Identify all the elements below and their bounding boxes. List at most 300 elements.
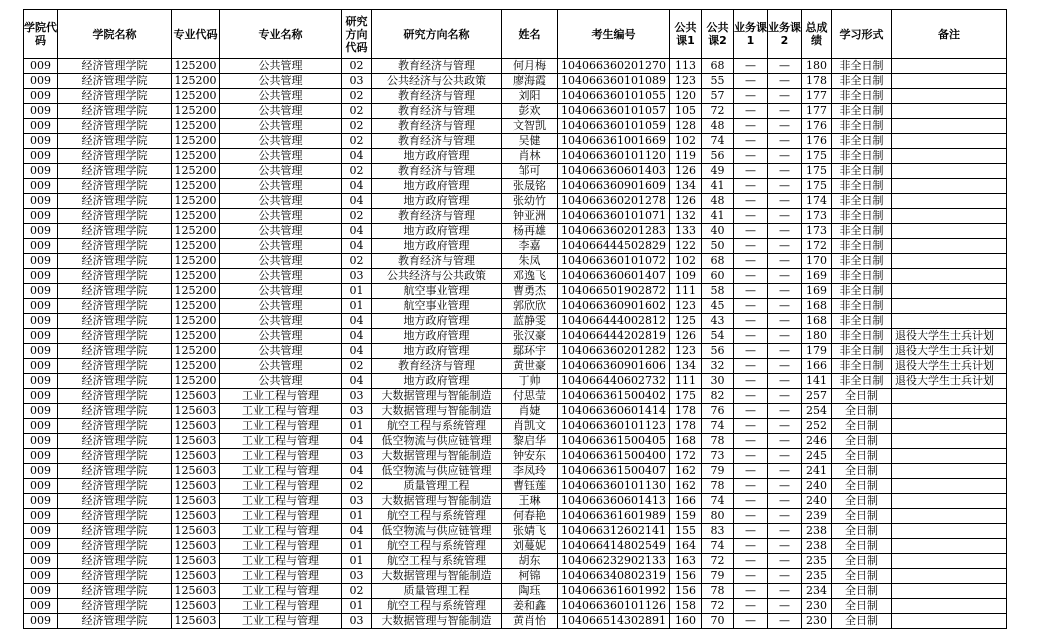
cell-college-name: 经济管理学院 — [58, 509, 172, 524]
cell-student-name: 李嘉 — [502, 239, 558, 254]
cell-college-code: 009 — [24, 389, 58, 404]
cell-college-code: 009 — [24, 89, 58, 104]
cell-major-code: 125603 — [172, 509, 220, 524]
cell-student-name: 郭欣欣 — [502, 299, 558, 314]
table-row — [24, 584, 1007, 599]
cell-student-name: 黄世豪 — [502, 359, 558, 374]
cell-study-mode: 非全日制 — [832, 239, 892, 254]
cell-college-code: 009 — [24, 359, 58, 374]
cell-direction-code: 04 — [342, 374, 372, 389]
cell-study-mode: 非全日制 — [832, 269, 892, 284]
cell-study-mode: 非全日制 — [832, 344, 892, 359]
cell-subject-course-1: — — [734, 59, 768, 74]
cell-subject-course-1: — — [734, 464, 768, 479]
cell-major-code: 125200 — [172, 284, 220, 299]
cell-college-name: 经济管理学院 — [58, 239, 172, 254]
cell-public-course-1: 163 — [670, 554, 702, 569]
cell-major-code: 125200 — [172, 164, 220, 179]
cell-subject-course-1: — — [734, 614, 768, 629]
cell-major-name: 公共管理 — [220, 89, 342, 104]
cell-college-name: 经济管理学院 — [58, 614, 172, 629]
cell-direction-name: 航空工程与系统管理 — [372, 554, 502, 569]
cell-candidate-id: 104066360901602 — [558, 299, 670, 314]
cell-subject-course-2: — — [768, 284, 802, 299]
cell-public-course-1: 159 — [670, 509, 702, 524]
cell-direction-code: 04 — [342, 344, 372, 359]
cell-student-name: 彭欢 — [502, 104, 558, 119]
cell-remarks — [892, 299, 1007, 314]
cell-study-mode: 非全日制 — [832, 89, 892, 104]
cell-candidate-id: 104066414802549 — [558, 539, 670, 554]
cell-college-code: 009 — [24, 149, 58, 164]
cell-public-course-2: 48 — [702, 194, 734, 209]
header-college-name: 学院名称 — [58, 10, 172, 59]
cell-remarks — [892, 509, 1007, 524]
cell-subject-course-2: — — [768, 104, 802, 119]
cell-subject-course-2: — — [768, 164, 802, 179]
cell-public-course-2: 30 — [702, 374, 734, 389]
cell-student-name: 李凤玲 — [502, 464, 558, 479]
cell-student-name: 黎启华 — [502, 434, 558, 449]
cell-direction-code: 02 — [342, 89, 372, 104]
cell-college-code: 009 — [24, 554, 58, 569]
cell-total-score: 175 — [802, 164, 832, 179]
cell-student-name: 文智凯 — [502, 119, 558, 134]
table-row — [24, 134, 1007, 149]
cell-public-course-2: 56 — [702, 149, 734, 164]
table-row — [24, 554, 1007, 569]
table-row — [24, 104, 1007, 119]
cell-candidate-id: 104066232902133 — [558, 554, 670, 569]
cell-candidate-id: 104066360201270 — [558, 59, 670, 74]
cell-subject-course-1: — — [734, 404, 768, 419]
cell-candidate-id: 104066514302891 — [558, 614, 670, 629]
cell-total-score: 170 — [802, 254, 832, 269]
table-row — [24, 59, 1007, 74]
cell-total-score: 180 — [802, 59, 832, 74]
cell-remarks — [892, 224, 1007, 239]
cell-subject-course-1: — — [734, 284, 768, 299]
cell-public-course-1: 166 — [670, 494, 702, 509]
cell-candidate-id: 104066361500405 — [558, 434, 670, 449]
cell-direction-name: 航空工程与系统管理 — [372, 599, 502, 614]
table-row — [24, 359, 1007, 374]
cell-major-code: 125603 — [172, 524, 220, 539]
table-row — [24, 479, 1007, 494]
cell-subject-course-2: — — [768, 134, 802, 149]
cell-subject-course-2: — — [768, 554, 802, 569]
cell-direction-code: 04 — [342, 329, 372, 344]
cell-major-code: 125200 — [172, 89, 220, 104]
cell-direction-code: 04 — [342, 179, 372, 194]
cell-remarks — [892, 464, 1007, 479]
cell-direction-code: 04 — [342, 434, 372, 449]
cell-college-name: 经济管理学院 — [58, 494, 172, 509]
cell-total-score: 176 — [802, 134, 832, 149]
cell-direction-name: 大数据管理与智能制造 — [372, 389, 502, 404]
cell-major-code: 125200 — [172, 104, 220, 119]
cell-college-name: 经济管理学院 — [58, 539, 172, 554]
cell-student-name: 钟亚洲 — [502, 209, 558, 224]
cell-public-course-2: 32 — [702, 359, 734, 374]
cell-study-mode: 全日制 — [832, 554, 892, 569]
cell-study-mode: 非全日制 — [832, 179, 892, 194]
cell-direction-name: 大数据管理与智能制造 — [372, 404, 502, 419]
cell-total-score: 175 — [802, 179, 832, 194]
cell-student-name: 张幼竹 — [502, 194, 558, 209]
cell-direction-code: 03 — [342, 269, 372, 284]
cell-candidate-id: 104066360601407 — [558, 269, 670, 284]
cell-direction-name: 质量管理工程 — [372, 584, 502, 599]
cell-college-name: 经济管理学院 — [58, 59, 172, 74]
header-student-name: 姓名 — [502, 10, 558, 59]
cell-major-name: 工业工程与管理 — [220, 479, 342, 494]
cell-major-name: 公共管理 — [220, 224, 342, 239]
cell-public-course-2: 79 — [702, 569, 734, 584]
cell-major-name: 工业工程与管理 — [220, 614, 342, 629]
cell-public-course-1: 119 — [670, 149, 702, 164]
cell-remarks — [892, 89, 1007, 104]
cell-major-code: 125200 — [172, 59, 220, 74]
cell-student-name: 肖婕 — [502, 404, 558, 419]
cell-public-course-1: 109 — [670, 269, 702, 284]
cell-major-code: 125200 — [172, 134, 220, 149]
cell-public-course-2: 79 — [702, 464, 734, 479]
cell-direction-name: 地方政府管理 — [372, 194, 502, 209]
cell-total-score: 179 — [802, 344, 832, 359]
cell-direction-code: 03 — [342, 569, 372, 584]
cell-total-score: 176 — [802, 119, 832, 134]
cell-public-course-2: 41 — [702, 209, 734, 224]
cell-direction-name: 公共经济与公共政策 — [372, 74, 502, 89]
cell-remarks: 退役大学生士兵计划 — [892, 344, 1007, 359]
cell-college-code: 009 — [24, 269, 58, 284]
cell-college-code: 009 — [24, 209, 58, 224]
admission-score-table — [23, 9, 1007, 629]
cell-remarks — [892, 539, 1007, 554]
cell-student-name: 姜和鑫 — [502, 599, 558, 614]
cell-public-course-1: 111 — [670, 284, 702, 299]
cell-subject-course-1: — — [734, 479, 768, 494]
cell-total-score: 230 — [802, 614, 832, 629]
cell-total-score: 177 — [802, 104, 832, 119]
cell-major-name: 公共管理 — [220, 284, 342, 299]
cell-major-code: 125603 — [172, 494, 220, 509]
table-row — [24, 194, 1007, 209]
cell-subject-course-1: — — [734, 254, 768, 269]
cell-major-name: 公共管理 — [220, 149, 342, 164]
cell-subject-course-1: — — [734, 179, 768, 194]
cell-remarks — [892, 119, 1007, 134]
cell-direction-name: 地方政府管理 — [372, 374, 502, 389]
cell-public-course-2: 72 — [702, 599, 734, 614]
table-row — [24, 344, 1007, 359]
cell-remarks — [892, 179, 1007, 194]
table-row — [24, 239, 1007, 254]
cell-remarks — [892, 494, 1007, 509]
cell-remarks — [892, 104, 1007, 119]
cell-college-code: 009 — [24, 524, 58, 539]
cell-major-code: 125603 — [172, 389, 220, 404]
cell-subject-course-1: — — [734, 509, 768, 524]
cell-subject-course-1: — — [734, 329, 768, 344]
cell-college-name: 经济管理学院 — [58, 434, 172, 449]
cell-public-course-2: 80 — [702, 509, 734, 524]
table-body — [24, 59, 1007, 629]
cell-total-score: 235 — [802, 554, 832, 569]
cell-subject-course-1: — — [734, 344, 768, 359]
cell-major-name: 公共管理 — [220, 179, 342, 194]
table-row — [24, 374, 1007, 389]
header-subject-course-2: 业务课2 — [768, 10, 802, 59]
cell-subject-course-2: — — [768, 179, 802, 194]
cell-major-name: 工业工程与管理 — [220, 404, 342, 419]
header-major-code: 专业代码 — [172, 10, 220, 59]
cell-total-score: 257 — [802, 389, 832, 404]
cell-student-name: 曹勇杰 — [502, 284, 558, 299]
cell-study-mode: 全日制 — [832, 599, 892, 614]
cell-public-course-1: 105 — [670, 104, 702, 119]
cell-public-course-1: 178 — [670, 404, 702, 419]
cell-public-course-1: 126 — [670, 329, 702, 344]
table-row — [24, 149, 1007, 164]
cell-student-name: 陶珏 — [502, 584, 558, 599]
cell-total-score: 169 — [802, 269, 832, 284]
cell-student-name: 何月梅 — [502, 59, 558, 74]
cell-student-name: 吴健 — [502, 134, 558, 149]
cell-college-code: 009 — [24, 164, 58, 179]
cell-subject-course-2: — — [768, 494, 802, 509]
cell-major-code: 125603 — [172, 449, 220, 464]
cell-subject-course-1: — — [734, 569, 768, 584]
table-row — [24, 539, 1007, 554]
cell-subject-course-1: — — [734, 74, 768, 89]
cell-candidate-id: 104066312602141 — [558, 524, 670, 539]
cell-subject-course-1: — — [734, 134, 768, 149]
cell-direction-name: 地方政府管理 — [372, 314, 502, 329]
cell-college-name: 经济管理学院 — [58, 149, 172, 164]
cell-direction-code: 02 — [342, 164, 372, 179]
header-total-score: 总成绩 — [802, 10, 832, 59]
cell-remarks — [892, 599, 1007, 614]
cell-study-mode: 全日制 — [832, 434, 892, 449]
cell-student-name: 肖林 — [502, 149, 558, 164]
cell-subject-course-1: — — [734, 269, 768, 284]
cell-remarks: 退役大学生士兵计划 — [892, 374, 1007, 389]
cell-direction-name: 大数据管理与智能制造 — [372, 494, 502, 509]
cell-major-name: 工业工程与管理 — [220, 449, 342, 464]
cell-public-course-1: 132 — [670, 209, 702, 224]
cell-subject-course-2: — — [768, 359, 802, 374]
cell-public-course-2: 58 — [702, 284, 734, 299]
cell-major-code: 125200 — [172, 269, 220, 284]
cell-subject-course-2: — — [768, 524, 802, 539]
cell-total-score: 241 — [802, 464, 832, 479]
cell-college-code: 009 — [24, 614, 58, 629]
cell-public-course-1: 125 — [670, 314, 702, 329]
cell-direction-code: 03 — [342, 74, 372, 89]
cell-major-name: 公共管理 — [220, 194, 342, 209]
cell-public-course-2: 73 — [702, 449, 734, 464]
cell-direction-name: 教育经济与管理 — [372, 209, 502, 224]
cell-college-code: 009 — [24, 599, 58, 614]
cell-public-course-2: 57 — [702, 89, 734, 104]
cell-direction-code: 03 — [342, 389, 372, 404]
cell-public-course-2: 54 — [702, 329, 734, 344]
cell-direction-name: 低空物流与供应链管理 — [372, 464, 502, 479]
cell-student-name: 廖海霞 — [502, 74, 558, 89]
header-subject-course-1: 业务课1 — [734, 10, 768, 59]
cell-college-code: 009 — [24, 329, 58, 344]
cell-remarks — [892, 434, 1007, 449]
cell-subject-course-1: — — [734, 374, 768, 389]
cell-candidate-id: 104066444002812 — [558, 314, 670, 329]
cell-study-mode: 全日制 — [832, 419, 892, 434]
cell-major-name: 公共管理 — [220, 239, 342, 254]
cell-public-course-1: 102 — [670, 254, 702, 269]
cell-public-course-1: 158 — [670, 599, 702, 614]
cell-study-mode: 非全日制 — [832, 284, 892, 299]
cell-major-name: 公共管理 — [220, 254, 342, 269]
cell-study-mode: 全日制 — [832, 479, 892, 494]
cell-total-score: 178 — [802, 74, 832, 89]
cell-public-course-1: 113 — [670, 59, 702, 74]
cell-candidate-id: 104066361001669 — [558, 134, 670, 149]
cell-college-name: 经济管理学院 — [58, 524, 172, 539]
cell-public-course-2: 68 — [702, 59, 734, 74]
cell-candidate-id: 104066360101120 — [558, 149, 670, 164]
cell-direction-name: 质量管理工程 — [372, 479, 502, 494]
cell-subject-course-2: — — [768, 74, 802, 89]
table-row — [24, 449, 1007, 464]
cell-remarks — [892, 164, 1007, 179]
cell-total-score: 240 — [802, 494, 832, 509]
cell-remarks — [892, 554, 1007, 569]
header-direction-code: 研究方向代码 — [342, 10, 372, 59]
header-remarks: 备注 — [892, 10, 1007, 59]
cell-direction-code: 04 — [342, 524, 372, 539]
cell-subject-course-1: — — [734, 239, 768, 254]
cell-subject-course-2: — — [768, 374, 802, 389]
cell-college-name: 经济管理学院 — [58, 194, 172, 209]
cell-major-code: 125603 — [172, 584, 220, 599]
cell-total-score: 177 — [802, 89, 832, 104]
cell-direction-code: 04 — [342, 149, 372, 164]
cell-public-course-1: 133 — [670, 224, 702, 239]
cell-total-score: 230 — [802, 599, 832, 614]
cell-study-mode: 非全日制 — [832, 59, 892, 74]
cell-direction-name: 地方政府管理 — [372, 149, 502, 164]
cell-subject-course-2: — — [768, 209, 802, 224]
cell-student-name: 邓逸飞 — [502, 269, 558, 284]
cell-subject-course-2: — — [768, 434, 802, 449]
cell-direction-code: 01 — [342, 539, 372, 554]
cell-major-name: 工业工程与管理 — [220, 464, 342, 479]
cell-public-course-2: 74 — [702, 494, 734, 509]
cell-study-mode: 非全日制 — [832, 74, 892, 89]
cell-public-course-2: 49 — [702, 164, 734, 179]
table-row — [24, 119, 1007, 134]
cell-major-name: 公共管理 — [220, 74, 342, 89]
cell-public-course-1: 172 — [670, 449, 702, 464]
cell-college-name: 经济管理学院 — [58, 254, 172, 269]
cell-candidate-id: 104066444202819 — [558, 329, 670, 344]
cell-public-course-1: 122 — [670, 239, 702, 254]
cell-total-score: 245 — [802, 449, 832, 464]
cell-direction-name: 地方政府管理 — [372, 179, 502, 194]
cell-public-course-2: 68 — [702, 254, 734, 269]
cell-major-code: 125603 — [172, 569, 220, 584]
cell-college-name: 经济管理学院 — [58, 104, 172, 119]
cell-major-name: 工业工程与管理 — [220, 554, 342, 569]
cell-college-code: 009 — [24, 74, 58, 89]
cell-remarks: 退役大学生士兵计划 — [892, 329, 1007, 344]
cell-study-mode: 非全日制 — [832, 119, 892, 134]
cell-major-name: 公共管理 — [220, 329, 342, 344]
cell-public-course-1: 156 — [670, 584, 702, 599]
cell-public-course-1: 126 — [670, 194, 702, 209]
cell-subject-course-1: — — [734, 89, 768, 104]
table-row — [24, 299, 1007, 314]
cell-major-code: 125200 — [172, 224, 220, 239]
table-row — [24, 509, 1007, 524]
cell-remarks — [892, 314, 1007, 329]
cell-college-name: 经济管理学院 — [58, 269, 172, 284]
cell-direction-code: 03 — [342, 494, 372, 509]
cell-total-score: 172 — [802, 239, 832, 254]
cell-candidate-id: 104066340802319 — [558, 569, 670, 584]
header-row — [24, 10, 1007, 59]
cell-candidate-id: 104066360101059 — [558, 119, 670, 134]
cell-direction-name: 教育经济与管理 — [372, 254, 502, 269]
cell-subject-course-2: — — [768, 404, 802, 419]
cell-candidate-id: 104066360901609 — [558, 179, 670, 194]
cell-college-name: 经济管理学院 — [58, 374, 172, 389]
cell-public-course-2: 74 — [702, 134, 734, 149]
cell-remarks — [892, 284, 1007, 299]
cell-college-code: 009 — [24, 419, 58, 434]
cell-college-name: 经济管理学院 — [58, 284, 172, 299]
cell-college-name: 经济管理学院 — [58, 134, 172, 149]
header-major-name: 专业名称 — [220, 10, 342, 59]
cell-college-code: 009 — [24, 569, 58, 584]
cell-subject-course-2: — — [768, 149, 802, 164]
cell-college-name: 经济管理学院 — [58, 479, 172, 494]
cell-public-course-1: 128 — [670, 119, 702, 134]
cell-direction-code: 01 — [342, 554, 372, 569]
cell-candidate-id: 104066360101057 — [558, 104, 670, 119]
cell-subject-course-1: — — [734, 164, 768, 179]
header-public-course-1: 公共课1 — [670, 10, 702, 59]
cell-total-score: 166 — [802, 359, 832, 374]
cell-major-code: 125603 — [172, 539, 220, 554]
cell-direction-code: 02 — [342, 254, 372, 269]
cell-public-course-1: 160 — [670, 614, 702, 629]
cell-college-name: 经济管理学院 — [58, 89, 172, 104]
cell-student-name: 何春艳 — [502, 509, 558, 524]
cell-student-name: 蓝静雯 — [502, 314, 558, 329]
cell-public-course-2: 40 — [702, 224, 734, 239]
cell-major-code: 125603 — [172, 464, 220, 479]
cell-major-name: 公共管理 — [220, 269, 342, 284]
cell-major-name: 公共管理 — [220, 134, 342, 149]
cell-subject-course-1: — — [734, 119, 768, 134]
cell-study-mode: 全日制 — [832, 389, 892, 404]
cell-major-name: 工业工程与管理 — [220, 434, 342, 449]
cell-college-code: 009 — [24, 584, 58, 599]
cell-candidate-id: 104066360201278 — [558, 194, 670, 209]
cell-direction-code: 03 — [342, 404, 372, 419]
